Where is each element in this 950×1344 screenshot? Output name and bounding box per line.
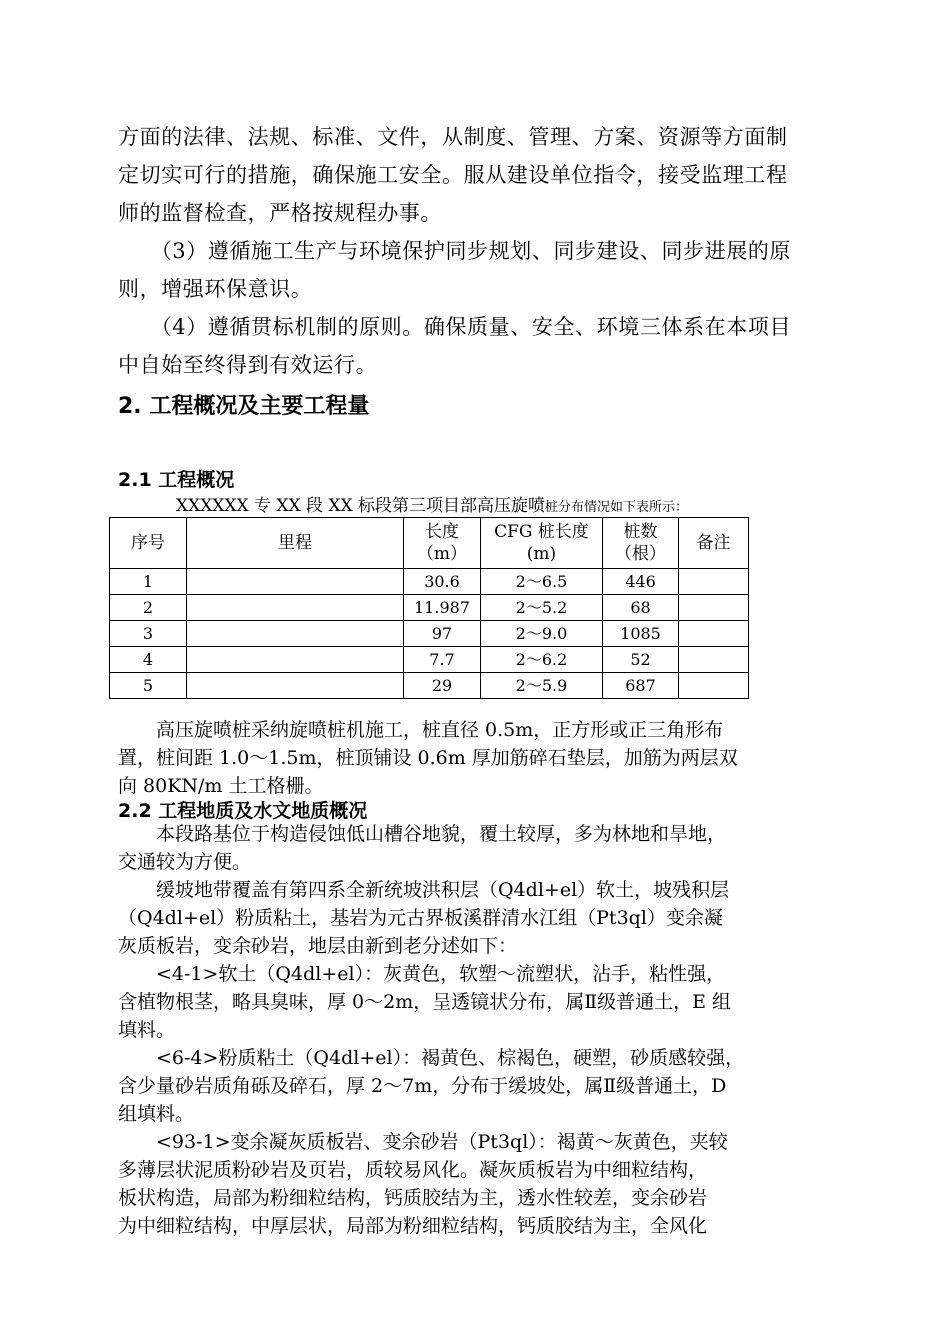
text-line: 为中细粒结构，中厚层状，局部为粉细粒结构，钙质胶结为主，全风化	[118, 1215, 708, 1237]
intro-paragraphs	[118, 118, 830, 384]
table-caption-main: XXXXXX 专 XX 段 XX 标段第三项目部高压旋喷	[176, 496, 546, 516]
text-line: <93-1>变余凝灰质板岩、变余砂岩（Pt3ql）：褐黄～灰黄色，夹较	[118, 1131, 728, 1153]
table-row	[110, 595, 749, 621]
header-cfg-length	[481, 518, 603, 569]
text-line: 交通较为方便。	[118, 851, 252, 873]
cell-index: 3	[110, 621, 187, 647]
header-cfg-label: CFG 桩长度	[494, 522, 589, 542]
cell-count: 446	[603, 569, 679, 595]
header-length-unit: （m）	[416, 544, 468, 564]
cell-remark	[679, 569, 749, 595]
cell-mileage	[187, 569, 404, 595]
text-line: 板状构造，局部为粉细粒结构，钙质胶结为主，透水性较差，变余砂岩	[118, 1187, 708, 1209]
cell-count: 68	[603, 595, 679, 621]
table-caption-tail: 桩分布情况如下表所示：	[545, 500, 689, 515]
text-line: 本段路基位于构造侵蚀低山槽谷地貌，覆土较厚，多为林地和旱地，	[118, 823, 727, 845]
cell-count: 687	[603, 673, 679, 699]
header-length	[404, 518, 481, 569]
header-count-unit: （根）	[615, 544, 666, 564]
geology-paragraphs	[118, 820, 830, 1240]
text-line: （4）遵循贯标机制的原则。确保质量、安全、环境三体系在本项目	[118, 315, 792, 339]
text-line: 缓坡地带覆盖有第四系全新统坡洪积层（Q4dl+el）软土，坡残积层	[118, 879, 730, 901]
cell-length: 11.987	[404, 595, 481, 621]
cell-mileage	[187, 673, 404, 699]
text-line: （Q4dl+el）粉质粘土，基岩为元古界板溪群清水江组（Pt3ql）变余凝	[118, 907, 723, 929]
text-line: 置，桩间距 1.0～1.5m，桩顶铺设 0.6m 厚加筋碎石垫层，加筋为两层双	[118, 747, 738, 769]
header-length-label: 长度	[425, 522, 459, 542]
text-line: 多薄层状泥质粉砂岩及页岩，质较易风化。凝灰质板岩为中细粒结构，	[118, 1159, 708, 1181]
cell-remark	[679, 673, 749, 699]
header-count-label: 桩数	[623, 522, 658, 542]
text-line: 中自始至终得到有效运行。	[118, 353, 378, 377]
text-line: 含少量砂岩质角砾及碎石，厚 2～7m，分布于缓坡处，属Ⅱ级普通土，D	[118, 1075, 727, 1097]
text-line: 含植物根茎，略具臭味，厚 0～2m，呈透镜状分布，属Ⅱ级普通土，E 组	[118, 991, 732, 1013]
header-mileage: 里程	[187, 518, 404, 569]
cell-count: 52	[603, 647, 679, 673]
table-row	[110, 569, 749, 595]
header-index: 序号	[110, 518, 187, 569]
header-remark: 备注	[679, 518, 749, 569]
cell-mileage	[187, 595, 404, 621]
cell-index: 1	[110, 569, 187, 595]
cell-cfg: 2～5.2	[481, 595, 603, 621]
section-2-heading: 2. 工程概况及主要工程量	[118, 394, 370, 419]
cell-remark	[679, 647, 749, 673]
text-line: 组填料。	[118, 1103, 195, 1125]
header-pile-count	[603, 518, 679, 569]
cell-length: 97	[404, 621, 481, 647]
cell-mileage	[187, 647, 404, 673]
text-line: 向 80KN/m 土工格栅。	[118, 775, 324, 797]
pile-description	[118, 716, 830, 800]
text-line: 方面的法律、法规、标准、文件，从制度、管理、方案、资源等方面制	[118, 125, 788, 149]
table-row	[110, 647, 749, 673]
cell-length: 29	[404, 673, 481, 699]
text-line: 填料。	[118, 1019, 176, 1041]
section-2-1-heading: 2.1 工程概况	[118, 469, 235, 491]
text-line: 定切实可行的措施，确保施工安全。服从建设单位指令，接受监理工程	[118, 163, 788, 187]
cell-cfg: 2～5.9	[481, 673, 603, 699]
cell-index: 4	[110, 647, 187, 673]
cell-remark	[679, 595, 749, 621]
cell-count: 1085	[603, 621, 679, 647]
header-cfg-unit: (m)	[526, 544, 557, 564]
text-line: 灰质板岩，变余砂岩，地层由新到老分述如下：	[118, 935, 518, 957]
cell-length: 7.7	[404, 647, 481, 673]
pile-distribution-table	[109, 517, 749, 699]
table-row	[110, 673, 749, 699]
cell-remark	[679, 621, 749, 647]
cell-cfg: 2～6.2	[481, 647, 603, 673]
cell-index: 5	[110, 673, 187, 699]
table-row	[110, 621, 749, 647]
cell-cfg: 2～6.5	[481, 569, 603, 595]
table-header-row	[110, 518, 749, 569]
text-line: <6-4>粉质粘土（Q4dl+el）：褐黄色、棕褐色，硬塑，砂质感较强，	[118, 1047, 745, 1069]
text-line: （3）遵循施工生产与环境保护同步规划、同步建设、同步进展的原	[118, 239, 792, 263]
section-2-2-heading: 2.2 工程地质及水文地质概况	[118, 800, 368, 822]
cell-length: 30.6	[404, 569, 481, 595]
text-line: 师的监督检查，严格按规程办事。	[118, 201, 442, 225]
cell-index: 2	[110, 595, 187, 621]
cell-cfg: 2～9.0	[481, 621, 603, 647]
text-line: 高压旋喷桩采纳旋喷桩机施工，桩直径 0.5m，正方形或正三角形布	[118, 719, 724, 741]
text-line: <4-1>软土（Q4dl+el）：灰黄色，软塑～流塑状，沾手，粘性强，	[118, 963, 726, 985]
cell-mileage	[187, 621, 404, 647]
text-line: 则，增强环保意识。	[118, 277, 313, 301]
